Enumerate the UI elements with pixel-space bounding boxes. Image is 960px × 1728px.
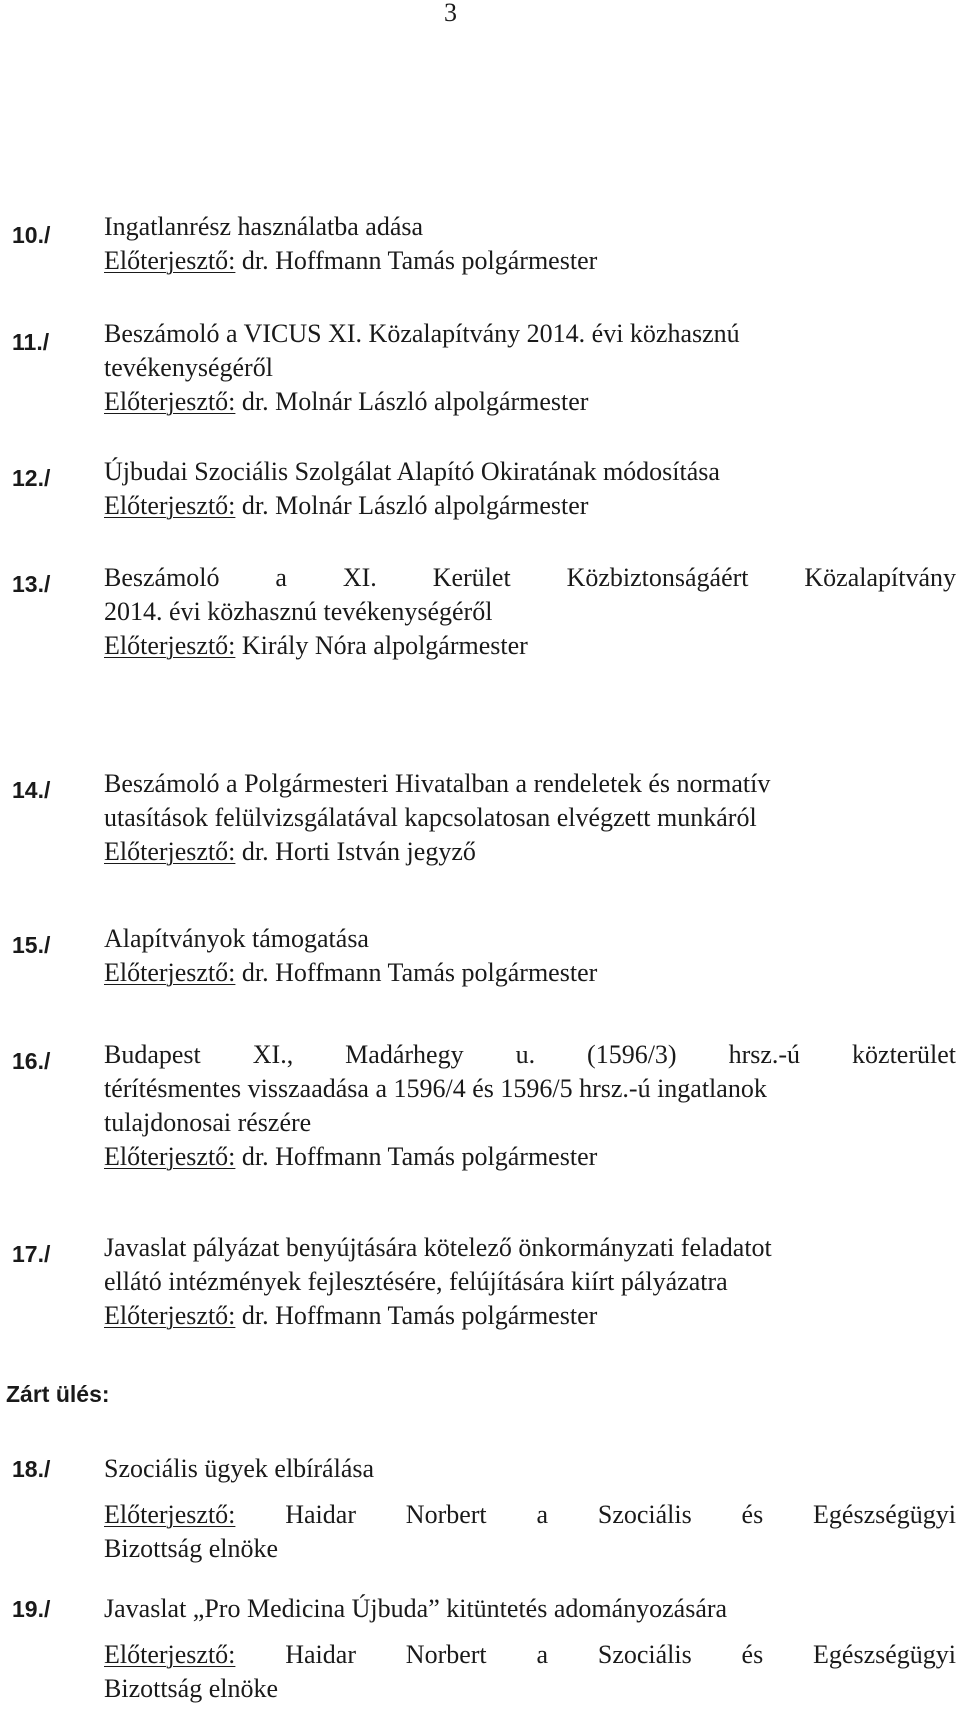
item-title: térítésmentes visszaadása a 1596/4 és 1596/5 hrsz.-ú ingatlanok (104, 1074, 767, 1103)
presenter-name: dr. Hoffmann Tamás polgármester (241, 246, 598, 275)
item-presenter (104, 835, 960, 869)
item-text (104, 1452, 960, 1566)
item-text (104, 317, 960, 419)
closed-session-heading: Zárt ülés: (6, 1381, 110, 1407)
presenter-name: dr. Horti István jegyző (241, 837, 476, 866)
page-number: 3 (444, 0, 457, 27)
presenter-name: dr. Hoffmann Tamás polgármester (241, 1301, 598, 1330)
item-title: Beszámoló a Polgármesteri Hivatalban a rendeletek és normatív (104, 769, 771, 798)
presenter-label: Előterjesztő: (104, 837, 236, 866)
item-title: Beszámoló a VICUS XI. Közalapítvány 2014. évi közhasznú (104, 319, 740, 348)
item-presenter (104, 1498, 956, 1532)
presenter-label: Előterjesztő: (104, 491, 236, 520)
item-text (104, 210, 960, 278)
item-title: Beszámoló a XI. Kerület Közbiztonságáért Közalapítvány (104, 563, 956, 592)
item-number: 12./ (12, 465, 51, 491)
item-text (104, 767, 960, 869)
presenter-label: Előterjesztő: (104, 1500, 236, 1529)
item-presenter (104, 244, 960, 278)
item-title: utasítások felülvizsgálatával kapcsolatosan elvégzett munkáról (104, 803, 757, 832)
item-text (104, 1231, 960, 1333)
item-presenter (104, 385, 960, 419)
presenter-name: dr. Hoffmann Tamás polgármester (241, 958, 598, 987)
item-title: Javaslat pályázat benyújtására kötelező önkormányzati feladatot (104, 1233, 772, 1262)
item-title: tulajdonosai részére (104, 1108, 312, 1137)
presenter-name: dr. Hoffmann Tamás polgármester (241, 1142, 598, 1171)
item-presenter (104, 489, 960, 523)
item-number: 11./ (12, 329, 50, 355)
item-number: 16./ (12, 1048, 51, 1074)
item-title: Alapítványok támogatása (104, 924, 369, 953)
item-text (104, 1038, 960, 1174)
presenter-label: Előterjesztő: (104, 958, 236, 987)
item-title: Szociális ügyek elbírálása (104, 1454, 375, 1483)
presenter-name-continued: Bizottság elnöke (104, 1534, 279, 1563)
item-presenter (104, 1299, 960, 1333)
item-text (104, 922, 960, 990)
item-text (104, 1592, 960, 1706)
item-number: 14./ (12, 777, 51, 803)
presenter-label: Előterjesztő: (104, 246, 236, 275)
presenter-name: Király Nóra alpolgármester (241, 631, 528, 660)
item-number: 18./ (12, 1456, 51, 1482)
presenter-label: Előterjesztő: (104, 631, 236, 660)
item-title: Budapest XI., Madárhegy u. (1596/3) hrsz.-ú közterület (104, 1040, 956, 1069)
presenter-label: Előterjesztő: (104, 387, 236, 416)
item-text (104, 561, 960, 663)
item-title: Újbudai Szociális Szolgálat Alapító Okiratának módosítása (104, 457, 720, 486)
item-number: 10./ (12, 222, 51, 248)
item-presenter (104, 1638, 956, 1672)
presenter-name: Haidar Norbert a Szociális és Egészségügyi (285, 1500, 956, 1529)
presenter-name-continued: Bizottság elnöke (104, 1674, 279, 1703)
presenter-label: Előterjesztő: (104, 1142, 236, 1171)
presenter-name: Haidar Norbert a Szociális és Egészségügyi (285, 1640, 956, 1669)
item-title: 2014. évi közhasznú tevékenységéről (104, 597, 493, 626)
item-title: ellátó intézmények fejlesztésére, felújítására kiírt pályázatra (104, 1267, 728, 1296)
item-presenter (104, 1140, 960, 1174)
item-number: 17./ (12, 1241, 51, 1267)
item-number: 13./ (12, 571, 51, 597)
item-title: Javaslat „Pro Medicina Újbuda” kitüntetés adományozására (104, 1594, 728, 1623)
item-text (104, 455, 960, 523)
item-presenter (104, 629, 960, 663)
item-number: 19./ (12, 1596, 51, 1622)
presenter-name: dr. Molnár László alpolgármester (241, 491, 589, 520)
item-title: Ingatlanrész használatba adása (104, 212, 424, 241)
item-number: 15./ (12, 932, 51, 958)
presenter-label: Előterjesztő: (104, 1301, 236, 1330)
presenter-label: Előterjesztő: (104, 1640, 236, 1669)
item-title: tevékenységéről (104, 353, 273, 382)
item-presenter (104, 956, 960, 990)
presenter-name: dr. Molnár László alpolgármester (241, 387, 589, 416)
